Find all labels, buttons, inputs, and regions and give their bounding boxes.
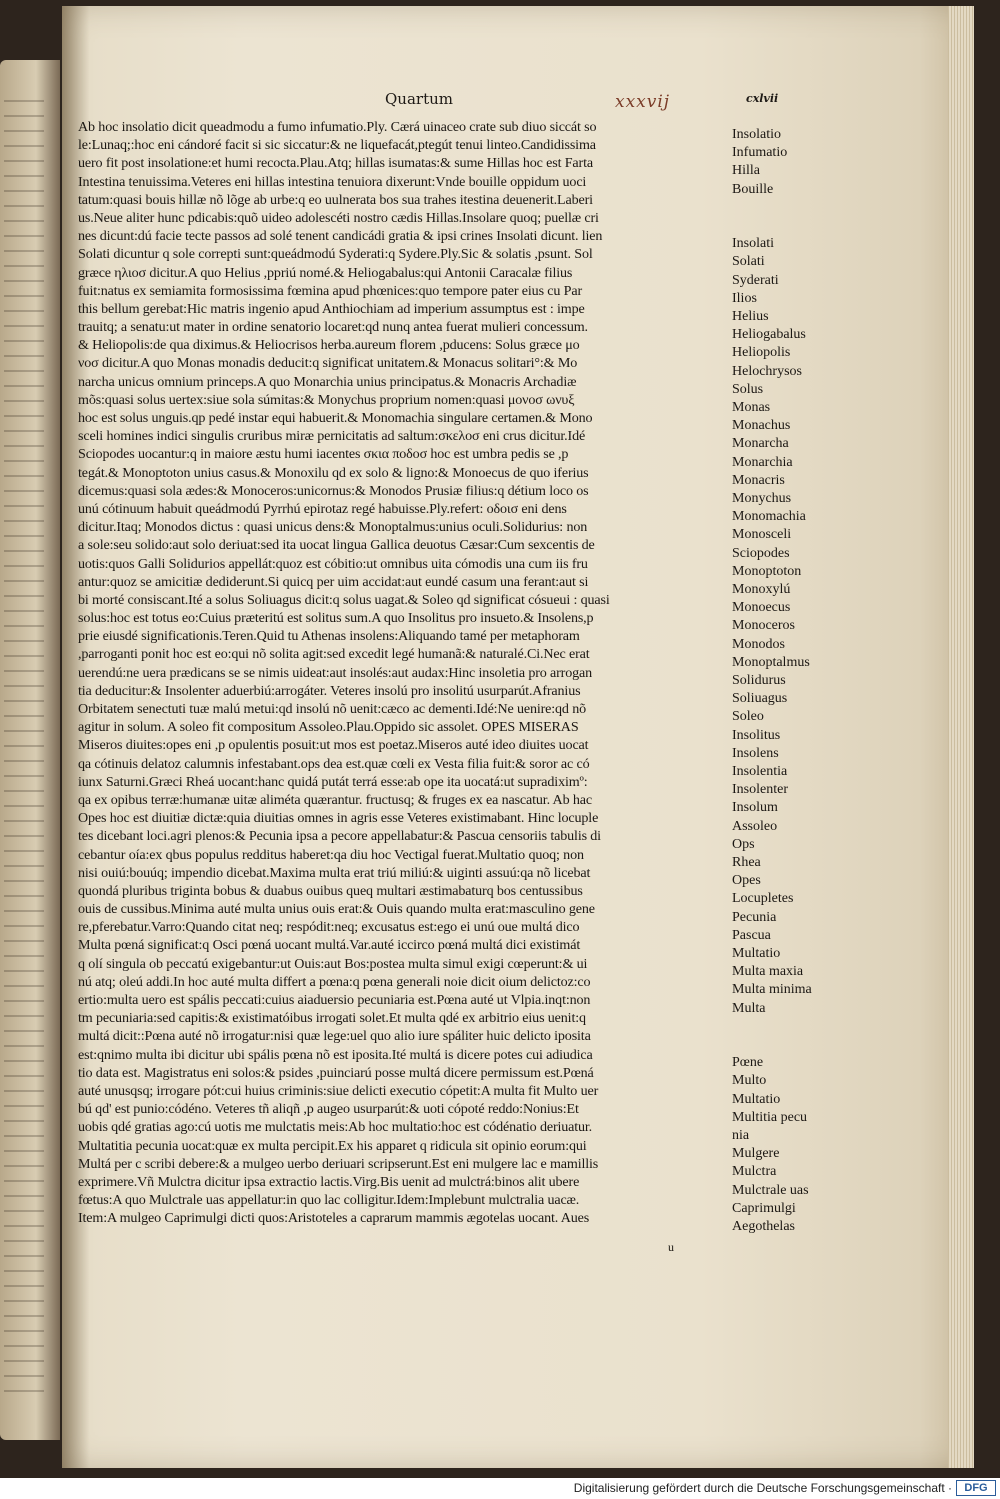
marginal-note: Helius	[732, 309, 769, 324]
text-line: cebantur oía:ex qbus populus redditus haberet:qa diu hoc Vectigal fuerat.Multatio quoq; non	[78, 846, 584, 863]
text-line: Ab hoc insolatio dicit queadmodu a fumo infumatio.Ply. Cærá uinaceo crate sub diuo siccát so	[78, 119, 597, 135]
marginal-note: Insolens	[732, 745, 779, 761]
text-line: uerendú:ne uera prædicans se se nimis uideat:aut insolés:aut audax:Hinc insoletia pro arrogan	[78, 664, 593, 681]
text-line: Sciopodes uocantur:q in maiore æstu humi iacentes σκια ποδοσ hoc est umbra pedis se ,p	[78, 446, 569, 463]
marginal-note: Solidurus	[732, 673, 786, 688]
text-line: narcha unicus omnium princeps.A quo Monarchia unius principatus.& Monacris Archadiæ	[78, 373, 577, 390]
text-line: qa cótinuis delatoz calumnis infestabant.ops dea est.quæ cœli ex Vesta filia fuit:& soror ac có	[78, 755, 590, 772]
text-line: Multatitia pecunia uocat:quæ ex multa percipit.Ex his apparet q ridicula sit opinio eorum:qui	[78, 1137, 587, 1154]
marginal-note: Multa	[732, 1000, 766, 1016]
text-line: fœtus:A quo Mulctrale uas appellatur:in quo lac colligitur.Idem:Implebunt mulctralia uacæ.	[78, 1192, 580, 1209]
footer-credit: Digitalisierung gefördert durch die Deutsche Forschungsgemeinschaft ·	[573, 1481, 952, 1495]
marginal-note: Monarcha	[732, 436, 789, 452]
marginal-note: Monoxylú	[732, 582, 791, 597]
text-line: sceli homines indici singulis cruribus miræ pernicitatis ad saltum:σκελοσ eni crus dicitur.Idé	[78, 428, 586, 445]
marginal-note: Heliopolis	[732, 345, 791, 361]
marginal-note: Caprimulgi	[732, 1200, 796, 1216]
text-line: exprimere.Vñ Mulctra dicitur ipsa extractio lactis.Virg.Bis uenit ad mulctrá:binos alit ubere	[78, 1173, 580, 1190]
marginal-note: Monoecus	[732, 600, 791, 616]
text-line: Multá per c scribi debere:& a mulgeo uerbo deriuari scripserunt.Est eni mulgere lac e mamillis	[78, 1155, 599, 1172]
text-line: Intestina tenuissima.Veteres eni hillas intestina tenuiora dixerunt:Vnde bouille oppidum uoci	[78, 173, 587, 190]
text-line: uobis qdé gratias ago:cú uotis me mulctatis meis:Ab hoc multatio:hoc est códénatio deriuatur.	[78, 1119, 593, 1136]
marginal-note: Monoceros	[732, 618, 795, 634]
marginal-note: Insolenter	[732, 782, 788, 798]
page-fore-edge	[948, 6, 974, 1468]
text-line: nisi ouiú:bouúq; impendio dicebat.Maxima multa erat triú miliú:& uiginti assuú:qa nõ licebat	[78, 864, 591, 881]
text-line: auté unusqsq; irrogare pót:cui huius criminis:siue delicti executio cópetit:A multa fit Multo uer	[78, 1082, 599, 1099]
text-line: ouis de cussibus.Minima auté multa unius ouis erat:& Ouis quando multa erat:masculino gene	[78, 901, 595, 918]
marginal-note: Mulctrale uas	[732, 1182, 809, 1198]
marginal-note: Monas	[732, 400, 771, 415]
text-line: ,parroganti ponit hoc est eo:qui nõ solita agit:sed excedit legé humanã:& naturalé.Ci.Nec erat	[78, 646, 590, 663]
text-line: Opes hoc est diuitiæ dictæ:quia diuitias omnes in agris esse Veteres existimabant. Hinc locuple	[78, 810, 599, 827]
marginal-note: Rhea	[732, 855, 761, 870]
text-line: prie eiusdé significationis.Teren.Quid tu Athenas insolens:Aliquando tamé per metaphoram	[78, 628, 580, 645]
text-line: tes dicebant loci.agri plenos:& Pecunia ipsa a pecore appellabatur:& Pascua censoriis tabulis di	[78, 828, 601, 845]
printed-folio: cxlvii	[746, 92, 779, 105]
text-line: νοσ dicitur.A quo Monas monadis deducit:q significat unitatem.& Monacus solitari°:& Mo	[78, 355, 578, 372]
marginal-note: Soliuagus	[732, 691, 788, 707]
text-line: Multa pœná significat:q Osci pœná uocant multá.Var.auté iccirco pœná multá dici existimát	[78, 937, 581, 954]
text-line: uotis:quos Galli Solidurios appellát:quoz est cóbitio:ut omnibus uita cómodis una cum iis fru	[78, 555, 588, 572]
text-line: iunx Saturni.Græci Rheá uocant:hanc quidá putát terrá esse:ab ope ita uocatá:ut supradiximº:	[78, 773, 588, 790]
text-line: a sole:seu solido:aut solo deriuat:sed ita uocat lingua Gallica deuotus Cæsar:Cum sexcentis de	[78, 537, 595, 554]
marginal-note: Multatio	[732, 1091, 781, 1107]
marginal-note: Locupletes	[732, 891, 794, 907]
text-line: & Heliopolis:de qua diximus.& Heliocrisos herba.aureum florem ,pducens: Solus græce μο	[78, 337, 580, 354]
marginal-note: Solus	[732, 381, 764, 397]
marginal-note: Aegothelas	[732, 1219, 795, 1234]
text-line: antur:quoz se amicitiæ dediderunt.Si quicq per uim accidat:aut eundé casum una ferant:aut si	[78, 573, 589, 590]
text-line: tm pecuniaria:sed capitis:& existimatóibus irrogati solet.Et multa qdé ex arbitrio eius uenit:q	[78, 1010, 586, 1027]
marginal-note: Monacris	[732, 472, 785, 488]
marginal-note: Syderati	[732, 272, 779, 288]
signature-mark: u	[668, 1240, 674, 1254]
text-line: mõs:quasi solus uertex:siue sola súmitas:& Monychus proprium nomen:quasi μονοσ ωνυξ	[78, 391, 575, 408]
handwritten-foliation: xxxvij	[615, 92, 671, 112]
marginal-note: Multatio	[732, 946, 781, 961]
marginal-note: Pœne	[732, 1055, 764, 1071]
text-line: nú atq; oleú addi.In hoc auté multa differt a pœna:q pœna generali noie dicit oium delictoz:co	[78, 973, 591, 990]
marginal-note: Monoptoton	[732, 563, 802, 579]
marginal-note: Helochrysos	[732, 363, 802, 379]
text-line: uero fit post insolatione:et humi recocta.Plau.Atq; hillas isumatas:& sume Hillas hoc est Farta	[78, 155, 593, 172]
text-line: dicitur.Itaq; Monodos dictus : quasi unicus dens:& Monoptalmus:unius oculi.Solidurius: non	[78, 519, 588, 536]
marginal-note: Hilla	[732, 163, 760, 179]
left-page-edge	[0, 60, 60, 1440]
marginal-note: Solati	[732, 254, 765, 270]
marginal-note: Monachus	[732, 418, 791, 434]
marginal-note: Monoptalmus	[732, 654, 810, 670]
text-line: Miseros diuites:opes eni ,p opulentis posuit:ut mos est poetaz.Miseros auté ideo diuites uocat	[78, 737, 589, 754]
text-line: trauitq; a senatu:ut mater in ordine senatorio locaret:qd nunq antea fuerat mulieri concessum.	[78, 319, 588, 336]
marginal-note: Mulctra	[732, 1164, 777, 1180]
marginal-note: Ilios	[732, 290, 757, 306]
marginal-note: Multa minima	[732, 982, 812, 998]
text-line: solus:hoc est totus eo:Cuius præteritú est solitus sum.A quo Insolitus pro insueto.& Insolens,p	[78, 610, 594, 627]
marginal-note: Pascua	[732, 927, 771, 943]
main-text-block	[78, 118, 728, 1227]
text-line: ertio:multa uero est spális peccati:cuius aiaduersio pecuniaria est.Pœna auté ut Vlpia.inqt:non	[78, 992, 591, 1008]
marginal-note: Multo	[732, 1073, 767, 1089]
text-line: re,pferebatur.Varro:Quando citat neq; respódit:neq; excusatus est:ego ei unú oue multá dico	[78, 919, 580, 936]
text-line: hoc est solus unguis.qp pedé instar equi habuerit.& Monomachia singulare certamen.& Mono	[78, 410, 593, 426]
text-line: nes dicunt:dú facie tecte passos ad solé tenent candicádi gratia & ipsi crines Insolati dicunt. lien	[78, 228, 603, 245]
text-line: us.Neue aliter hunc pdicabis:quõ uideo adolescéti nostro cædis Hillas.Insolare quoq; puellæ cri	[78, 209, 599, 226]
marginal-note: Multa maxia	[732, 964, 804, 980]
text-line: tio data est. Magistratus eni solos:& psides ,puinciarú posse multá dicere permissum est.Pœná	[78, 1064, 594, 1081]
text-line: multá dicit::Pœna auté nõ irrogatur:nisi quæ lege:uel quo alio iure spáliter huic delicto iposita	[78, 1028, 591, 1045]
text-line: bú qd' est punio:códéno. Veteres tñ aliqñ ,p augeo usurparút:& uoti cópoté reddo:Nonius:Et	[78, 1101, 579, 1118]
marginal-note: Sciopodes	[732, 545, 790, 561]
marginal-note: Insolitus	[732, 727, 781, 743]
text-line: le:Lunaq;:hoc eni cándoré facit si sic siccatur:& ne liquefacát,ptegút tenui linteo.Candidissima	[78, 137, 596, 154]
text-line: q olí singula ob peccatú exigebantur:ut Ouis:aut Bos:postea multa simul exigi cœperunt:& ui	[78, 955, 588, 972]
left-page-text-fragment	[4, 100, 44, 1400]
text-line: tegát.& Monoptoton unius casus.& Monoxilu qd ex solo & ligno:& Monoecus de quo iferius	[78, 464, 589, 481]
marginal-note: Monychus	[732, 491, 792, 506]
text-line: quondá pluribus triginta bobus & duabus ouibus queq multari æstimabaturq bos centussibus	[78, 882, 583, 899]
marginal-note: Insolentia	[732, 764, 788, 779]
marginal-note: Soleo	[732, 709, 764, 725]
marginal-note: Insolati	[732, 236, 774, 252]
marginal-note: nia	[732, 1128, 750, 1143]
text-line: qa ex opibus terræ:humanæ uitæ aliméta quærantur. fructusq; & fruges ex ea nascatur. Ab hac	[78, 791, 592, 808]
text-line: tatum:quasi bouis hillæ nõ lõge ab urbe:q eo uulnerata bos sua trahes itestina deuenerit.Laberi	[78, 191, 593, 208]
text-line: Item:A mulgeo Caprimulgi dicti quos:Aristoteles a caprarum mammis ægotelas uocant. Aues	[78, 1210, 590, 1227]
text-line: this bellum gerebat:Hic matris ingenio apud Anthiochiam ad imperium assumptus est : impe	[78, 300, 585, 317]
text-line: bi morté consiscant.Ité a solus Soliuagus dicit:q solus uagat.& Soleo qd significat cósueui : quasi	[78, 591, 610, 608]
marginal-note: Monomachia	[732, 509, 806, 525]
marginal-note: Pecunia	[732, 909, 777, 925]
marginal-note: Assoleo	[732, 818, 778, 834]
marginal-note: Monosceli	[732, 527, 792, 543]
text-line: tia deducitur:& Insolenter aduerbiú:arrogáter. Veteres insolú pro insolitú usurparút.Afranius	[78, 682, 581, 699]
text-line: est:qnimo multa ibi dicitur ubi spális pœna nõ est iposita.Ité multá is dicere potes cui adiudica	[78, 1046, 593, 1063]
marginal-note: Infumatio	[732, 145, 788, 161]
text-line: agitur in solum. A soleo fit compositum Assoleo.Plau.Oppido sic assolet. OPES MISERAS	[78, 719, 579, 736]
dfg-logo-icon: DFG	[956, 1480, 996, 1496]
marginal-note: Monarchia	[732, 454, 793, 470]
text-line: Solati dicuntur q sole correpti sunt:queádmodú Syderati:q Sydere.Ply.Sic & solatis ,psunt. Sol	[78, 246, 593, 263]
marginal-note: Heliogabalus	[732, 327, 806, 343]
marginal-note: Monodos	[732, 636, 785, 652]
text-line: unú cótinuum habuit queádmodú Pyrrhú epirotaz regé habuisse.Ply.refert: οδοισ eni dens	[78, 500, 567, 517]
running-title: Quartum	[385, 90, 453, 108]
marginal-note: Ops	[732, 836, 755, 852]
text-line: fuit:natus ex semiamita formosissima fœmina apud phœnices:quo tempore pater eius cu Par	[78, 282, 582, 299]
text-line: dicemus:quasi sola ædes:& Monoceros:unicornus:& Monodos Prusiæ filius:q détium loco os	[78, 482, 589, 499]
marginal-note: Mulgere	[732, 1146, 780, 1162]
text-line: Orbitatem senectuti tuæ malú metui:qd insolú nõ uenit:cæco ac dementi.Idé:Ne uenire:qd nõ	[78, 701, 586, 717]
marginal-note: Insolum	[732, 800, 778, 816]
marginal-note: Multitia pecu	[732, 1109, 808, 1125]
marginal-note: Insolatio	[732, 127, 781, 142]
footer-strip	[0, 1478, 1000, 1499]
marginal-note: Opes	[732, 873, 761, 889]
text-line: græce ηλιοσ dicitur.A quo Helius ,ppriú nomé.& Heliogabalus:qui Antonii Caracalæ filius	[78, 264, 573, 281]
marginal-note: Bouille	[732, 181, 774, 197]
